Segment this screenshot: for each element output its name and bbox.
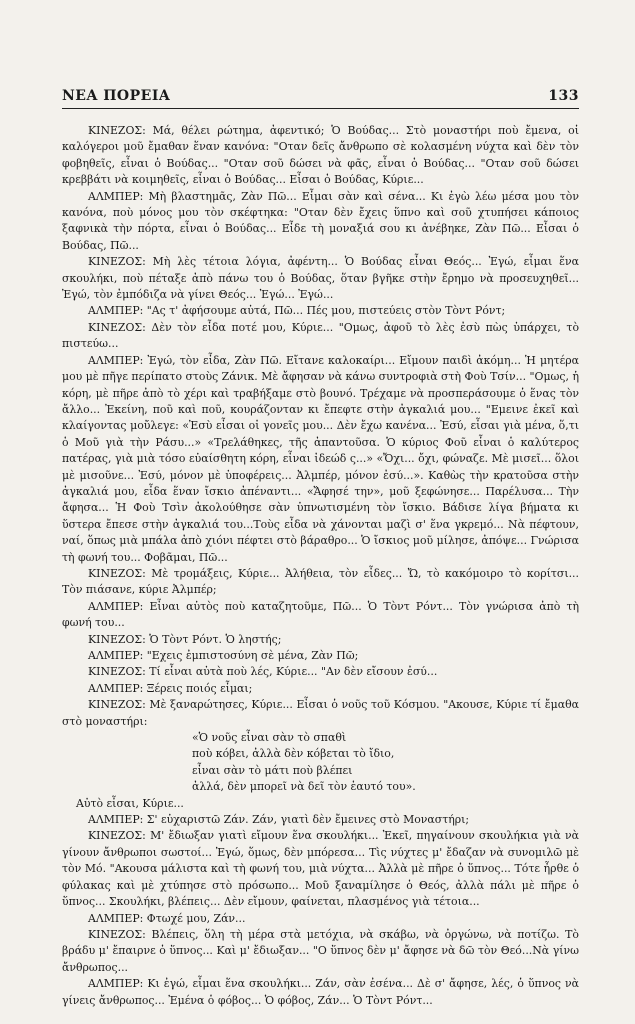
dialogue-paragraph: ΚΙΝΕΖΟΣ: Ὁ Τὸντ Ρόντ. Ὁ ληστής;	[88, 632, 282, 646]
page-text	[62, 123, 579, 1009]
dialogue-paragraph: ΑΛΜΠΕΡ: Σ' εὐχαριστῶ Ζάν. Ζάν, γιατὶ δὲν ἔμεινες στὸ Μοναστήρι;	[88, 813, 470, 827]
dialogue-block-continued	[62, 796, 579, 1009]
dialogue-paragraph: ΑΛΜΠΕΡ: Κι ἐγώ, εἶμαι ἕνα σκουλήκι... Ζάν, σὰν ἐσένα... Δὲ σ' ἄφησε, λές, ὁ ὕπνος νὰ γίνεις ἄνθρωπος... Ἐμένα ὁ φόβος... Ὁ φόβος, Ζάν... Ὁ Τὸντ Ρόντ...	[62, 977, 579, 1007]
running-title: ΝΕΑ ΠΟΡΕΙΑ	[62, 88, 171, 104]
dialogue-paragraph: ΑΛΜΠΕΡ: "Εχεις ἐμπιστοσύνη σὲ μένα, Ζὰν Πῶ;	[88, 649, 359, 662]
dialogue-paragraph: ΑΛΜΠΕΡ: Μὴ βλαστημᾶς, Ζὰν Πῶ... Εἶμαι σὰν καὶ σένα... Κι ἐγὼ λέω μέσα μου τὸν κανόνα, ποὺ μόνος μου τὸν σκέφτηκα: "Οταν δὲν ἔχεις ὕπνο καὶ σοῦ χτυπήσει κάποιος ξαφνικὰ τὴν πόρτα, εἶναι ὁ Βούδας... Εἶδε τὴ μοναξιά σου κι ἀνέβηκε, Ζὰν Πῶ... Εἶσαι ὁ Βούδας, Πῶ...	[62, 189, 579, 252]
dialogue-paragraph: ΚΙΝΕΖΟΣ: Βλέπεις, ὅλη τὴ μέρα στὰ μετόχια, νὰ σκάβω, νὰ ὀργώνω, νὰ ποτίζω. Τὸ βράδυ μ' ἔπαιρνε ὁ ὕπνος... Καὶ μ' ἔδιωξαν... "Ο ὕπνος δὲν μ' ἄφησε νὰ δῶ τὸν Θεό...Νὰ γίνω ἄνθρωπος...	[62, 927, 579, 974]
page-number: 133	[548, 88, 579, 104]
verse-quote	[192, 730, 579, 796]
dialogue-paragraph: ΚΙΝΕΖΟΣ: Μ' ἔδιωξαν γιατὶ εἴμουν ἕνα σκουλήκι... Ἐκεῖ, πηγαίνουν σκουλήκια γιὰ νὰ γίνουν ἄνθρωποι σωστοί... Ἐγώ, ὅμως, δὲν μπόρεσα... Τὶς νύχτες μ' ἔδαζαν νὰ συνομιλῶ μὲ τὸν Μό. "Ακουσα μάλιστα καὶ τὴ φωνή του, μιὰ νύχτα... Ἀλλὰ μὲ πῆρε ὁ ὕπνος... Τότε ἦρθε ὁ φύλακας καὶ μὲ χτύπησε στὸ πρόσωπο... Μοῦ ξαναμίλησε ὁ Θεός, ἀλλὰ πάλι μὲ πῆρε ὁ ὕπνος... Σκουλήκι, βλέπεις... Δὲν εἴμουν, φαίνεται, πλασμένος γιὰ τέτοια...	[62, 829, 579, 909]
dialogue-paragraph: ΑΛΜΠΕΡ: Εἶναι αὐτὸς ποὺ καταζητοῦμε, Πῶ... Ὁ Τὸντ Ρόντ... Τὸν γνώρισα ἀπὸ τὴ φωνή του...	[62, 599, 579, 630]
verse-line: ἀλλά, δὲν μπορεῖ νὰ δεῖ τὸν ἑαυτό του».	[192, 780, 416, 794]
dialogue-paragraph: ΑΛΜΠΕΡ: "Ας τ' ἀφήσουμε αὐτά, Πῶ... Πές μου, πιστεύεις στὸν Τὸντ Ρόντ;	[88, 304, 506, 318]
verse-line: «Ὁ νοῦς εἶναι σὰν τὸ σπαθὶ	[192, 731, 347, 745]
verse-line: ποὺ κόβει, ἀλλὰ δὲν κόβεται τὸ ἴδιο,	[192, 747, 395, 761]
dialogue-paragraph: ΚΙΝΕΖΟΣ: Δὲν τὸν εἶδα ποτέ μου, Κύριε... "Ομως, ἀφοῦ τὸ λὲς ἐσὺ πὼς ὑπάρχει, τὸ πιστεύω...	[62, 320, 579, 351]
dialogue-paragraph: ΚΙΝΕΖΟΣ: Μὲ τρομάξεις, Κύριε... Ἀλήθεια, τὸν εἶδες... Ὤ, τὸ κακόμοιρο τὸ κορίτσι... Τὸν πιάσανε, κύριε Ἀλμπέρ;	[62, 566, 579, 597]
dialogue-paragraph: Αὐτὸ εἶσαι, Κύριε...	[76, 796, 184, 810]
dialogue-paragraph: ΑΛΜΠΕΡ: Ἐγώ, τὸν εἶδα, Ζὰν Πῶ. Εἴτανε καλοκαίρι... Εἴμουν παιδὶ ἀκόμη... Ἡ μητέρα μου μὲ πῆγε περίπατο στοὺς Ζάνικ. Μὲ ἄφησαν νὰ κάνω συντροφιὰ στὴ Φοὺ Τσίν... "Ομως, ἡ κόρη, μὲ πῆρε ἀπὸ τὸ χέρι καὶ τραβήξαμε στὸ βουνό. Τρέχαμε νὰ προσπεράσουμε ὁ ἕνας τὸν ἄλλο... Ἐκείνη, ποῦ καὶ ποῦ, κουράζονταν κι ἔπεφτε στὴν ἀγκαλιά μου... "Εμεινε ἐκεῖ καὶ κλαίγοντας μοὔλεγε: «Ἐσὺ εἶσαι οἱ γονεῖς μου... Δὲν ἔχω κανένα... Ἐσύ, εἶσαι γιὰ μένα, ὅ,τι ὁ Μοῦ γιὰ τὴν Ράσυ...» «Τρελάθηκες, τῆς ἀπαντοῦσα. Ὁ κύριος Φοῦ εἶναι ὁ καλύτερος πατέρας, γιὰ μιὰ τόσο εὐαίσθητη κόρη, εἶναι ἰδεώδ ς...» «Ὄχι... ὄχι, φώναζε. Μὲ μισεῖ... ὅλοι μὲ μισοῦνε... Ἐσύ, μόνον μὲ ὑποφέρεις... Ἀλμπέρ, μόνον ἐσύ...». Καθὼς τὴν κρατοῦσα στὴν ἀγκαλιά μου, εἶδα ἕναν ἴσκιο ἀπέναντι... «Ἄφησέ την», μοῦ ξεφώνησε... Παρέλυσα... Τὴν ἄφησα... Ἡ Φοὺ Τσὶν ἀκολούθησε σὰν ὑπνωτισμένη τὸν ἴσκιο. Βάδισε λίγα βήματα κι ὕστερα ἔπεσε στὴν ἀγκαλιά του...Τοὺς εἶδα νὰ χάνονται μαζὶ σ' ἕνα γκρεμό... Νὰ πέφτουν, ναί, ὅπως μιὰ μπάλα ἀπὸ χιόνι πέφτει στὸ βάραθρο... Ὁ ἴσκιος μοῦ μίλησε, ἀπόψε... Γνώρισα τὴ φωνή του... Φοβᾶμαι, Πῶ...	[62, 353, 580, 564]
verse-line: εἶναι σὰν τὸ μάτι ποὺ βλέπει	[192, 763, 353, 777]
dialogue-paragraph: ΑΛΜΠΕΡ: Φτωχέ μου, Ζάν...	[88, 911, 246, 925]
dialogue-paragraph: ΚΙΝΕΖΟΣ: Τί εἶναι αὐτὰ ποὺ λές, Κύριε... "Αν δὲν εἴσουν ἐσύ...	[88, 665, 438, 679]
page-header	[62, 88, 579, 109]
dialogue-block	[62, 123, 579, 730]
dialogue-paragraph: ΑΛΜΠΕΡ: Ξέρεις ποιός εἶμαι;	[88, 681, 253, 695]
dialogue-paragraph: ΚΙΝΕΖΟΣ: Μὲ ξαναρώτησες, Κύριε... Εἶσαι ὁ νοῦς τοῦ Κόσμου. "Ακουσε, Κύριε τί ἔμαθα στὸ μοναστήρι:	[62, 698, 579, 728]
dialogue-paragraph: ΚΙΝΕΖΟΣ: Μά, θέλει ρώτημα, ἀφεντικό; Ὁ Βούδας... Στὸ μοναστήρι ποὺ ἔμενα, οἱ καλόγεροι μοῦ ἔμαθαν ἕναν κανόνα: "Οταν δεῖς ἄνθρωπο σὲ κολασμένη νύχτα καὶ δὲν τὸν φοβηθεῖς, εἶναι ὁ Βούδας... "Οταν σοῦ δώσει νὰ φᾶς, εἶναι ὁ Βούδας... "Οταν σοῦ δώσει κρεββάτι νὰ κοιμηθεῖς, εἶναι ὁ Βούδας... Εἶσαι ὁ Βούδας, Κύριε...	[62, 124, 579, 187]
dialogue-paragraph: ΚΙΝΕΖΟΣ: Μὴ λὲς τέτοια λόγια, ἀφέντη... Ὁ Βούδας εἶναι Θεός... Ἐγώ, εἶμαι ἕνα σκουλήκι, ποὺ πέταξε ἀπὸ πάνω του ὁ Βούδας, ὅταν βγῆκε στὴν ἔρημο νὰ προσευχηθεῖ... Ἐγώ, τὸν ἐμπόδιζα νὰ γίνει Θεός... Ἐγώ... Ἐγώ...	[62, 255, 579, 302]
